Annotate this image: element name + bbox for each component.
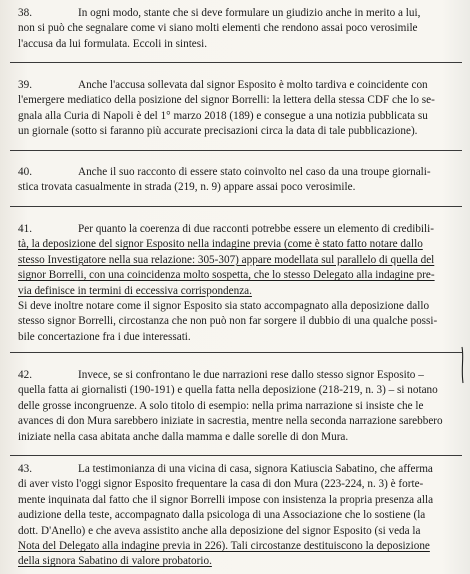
paragraph-40 bbox=[18, 165, 458, 196]
text-line: gnala alla Curia di Napoli è del 1° marzo 2018 (189) e consegue a una notizia pubblicata su bbox=[18, 109, 428, 122]
separator-line bbox=[10, 352, 462, 353]
paragraph-number: 43. bbox=[18, 463, 32, 475]
text-line: Invece, se si confrontano le due narrazioni rese dallo stesso signor Esposito – bbox=[78, 369, 424, 381]
text-line: della signora Sabatino di valore probatorio. bbox=[18, 555, 212, 568]
text-line: delle grosse incongruenze. A solo titolo di esempio: nella prima narrazione si insiste che le bbox=[18, 399, 424, 412]
separator-line bbox=[10, 455, 462, 456]
text-line: avances di don Mura sarebbero iniziate in sacrestia, mentre nella seconda narrazione sarebbero bbox=[18, 415, 443, 428]
text-line: Si deve inoltre notare come il signor Esposito sia stato accompagnato alla deposizione dallo bbox=[18, 300, 430, 313]
text-line: In ogni modo, stante che si deve formulare un giudizio anche in merito a lui, bbox=[78, 7, 421, 19]
paragraph-43 bbox=[18, 462, 458, 570]
text-line: signor Borrelli, con una coincidenza molto sospetta, che lo stesso Delegato alla indagine pre- bbox=[18, 269, 435, 282]
text-line: Anche il suo racconto di essere stato coinvolto nel caso da una troupe giornali- bbox=[78, 166, 431, 178]
text-line: bile concertazione fra i due interessati. bbox=[18, 330, 191, 343]
text-line: quella fatta ai giornalisti (190-191) e quella fatta nella deposizione (218-219, n. 3) – si notano bbox=[18, 384, 438, 397]
paragraph-number: 40. bbox=[18, 166, 32, 178]
text-line: La testimonianza di una vicina di casa, signora Katiuscia Sabatino, che afferma bbox=[78, 463, 433, 475]
text-line: dott. D'Anello) e che aveva assistito anche alla deposizione del signor Esposito (si veda la bbox=[18, 524, 421, 537]
paragraph-number: 38. bbox=[18, 7, 32, 19]
paragraph-41 bbox=[18, 222, 458, 345]
text-line: di aver visto l'oggi signor Esposito frequentare la casa di don Mura (223-224, n. 3) è forte- bbox=[18, 478, 424, 491]
paragraph-39 bbox=[18, 78, 458, 140]
paragraph-42 bbox=[18, 368, 458, 445]
text-line: stesso signor Borrelli, circostanza che non può non far sorgere il dubbio di una qualche possi- bbox=[18, 315, 438, 328]
text-line: tà, la deposizione del signor Esposito nella indagine previa (come è stato fatto notare dallo bbox=[18, 238, 423, 251]
paragraph-number: 42. bbox=[18, 369, 32, 381]
text-line: iniziate nella casa abitata anche dalla mamma e dalle sorelle di don Mura. bbox=[18, 430, 349, 443]
margin-mark bbox=[458, 345, 468, 385]
paragraph-number: 39. bbox=[18, 79, 32, 91]
separator-line bbox=[10, 62, 462, 63]
text-line: un giornale (sotto si faranno più accurate precisazioni circa la data di tale pubblicazione). bbox=[18, 125, 418, 138]
paragraph-38 bbox=[18, 6, 458, 52]
text-line: stesso Investigatore nella sua relazione: 305-307) appare modellata sul parallelo di quella del bbox=[18, 253, 435, 266]
text-line: Per quanto la coerenza di due racconti potrebbe essere un elemento di credibili- bbox=[78, 223, 434, 235]
text-line: l'accusa da lui formulata. Eccoli in sintesi. bbox=[18, 37, 208, 50]
paragraph-number: 41. bbox=[18, 223, 32, 235]
text-line: l'emergere mediatico della posizione del signor Borrelli: la lettera della stessa CDF che lo se- bbox=[18, 94, 435, 107]
text-line: Nota del Delegato alla indagine previa in 226). Tali circostanze destituiscono la deposizione bbox=[18, 540, 430, 553]
text-line: Anche l'accusa sollevata dal signor Esposito è molto tardiva e coincidente con bbox=[78, 79, 428, 91]
text-line: stica trovata casualmente in strada (219, n. 9) appare assai poco verosimile. bbox=[18, 181, 356, 194]
text-line: non si può che segnalare come vi siano molti elementi che rendono assai poco verosimile bbox=[18, 22, 418, 35]
text-line: mente inquinata dal fatto che il signor Borrelli impose con insistenza la propria presenza alla bbox=[18, 493, 434, 506]
text-line: audizione della teste, accompagnato dalla psicologa di una Associazione che lo sostiene (la bbox=[18, 509, 426, 522]
text-line: via definisce in termini di eccessiva corrispondenza. bbox=[18, 284, 252, 297]
separator-line bbox=[10, 150, 462, 151]
separator-line bbox=[10, 206, 462, 207]
